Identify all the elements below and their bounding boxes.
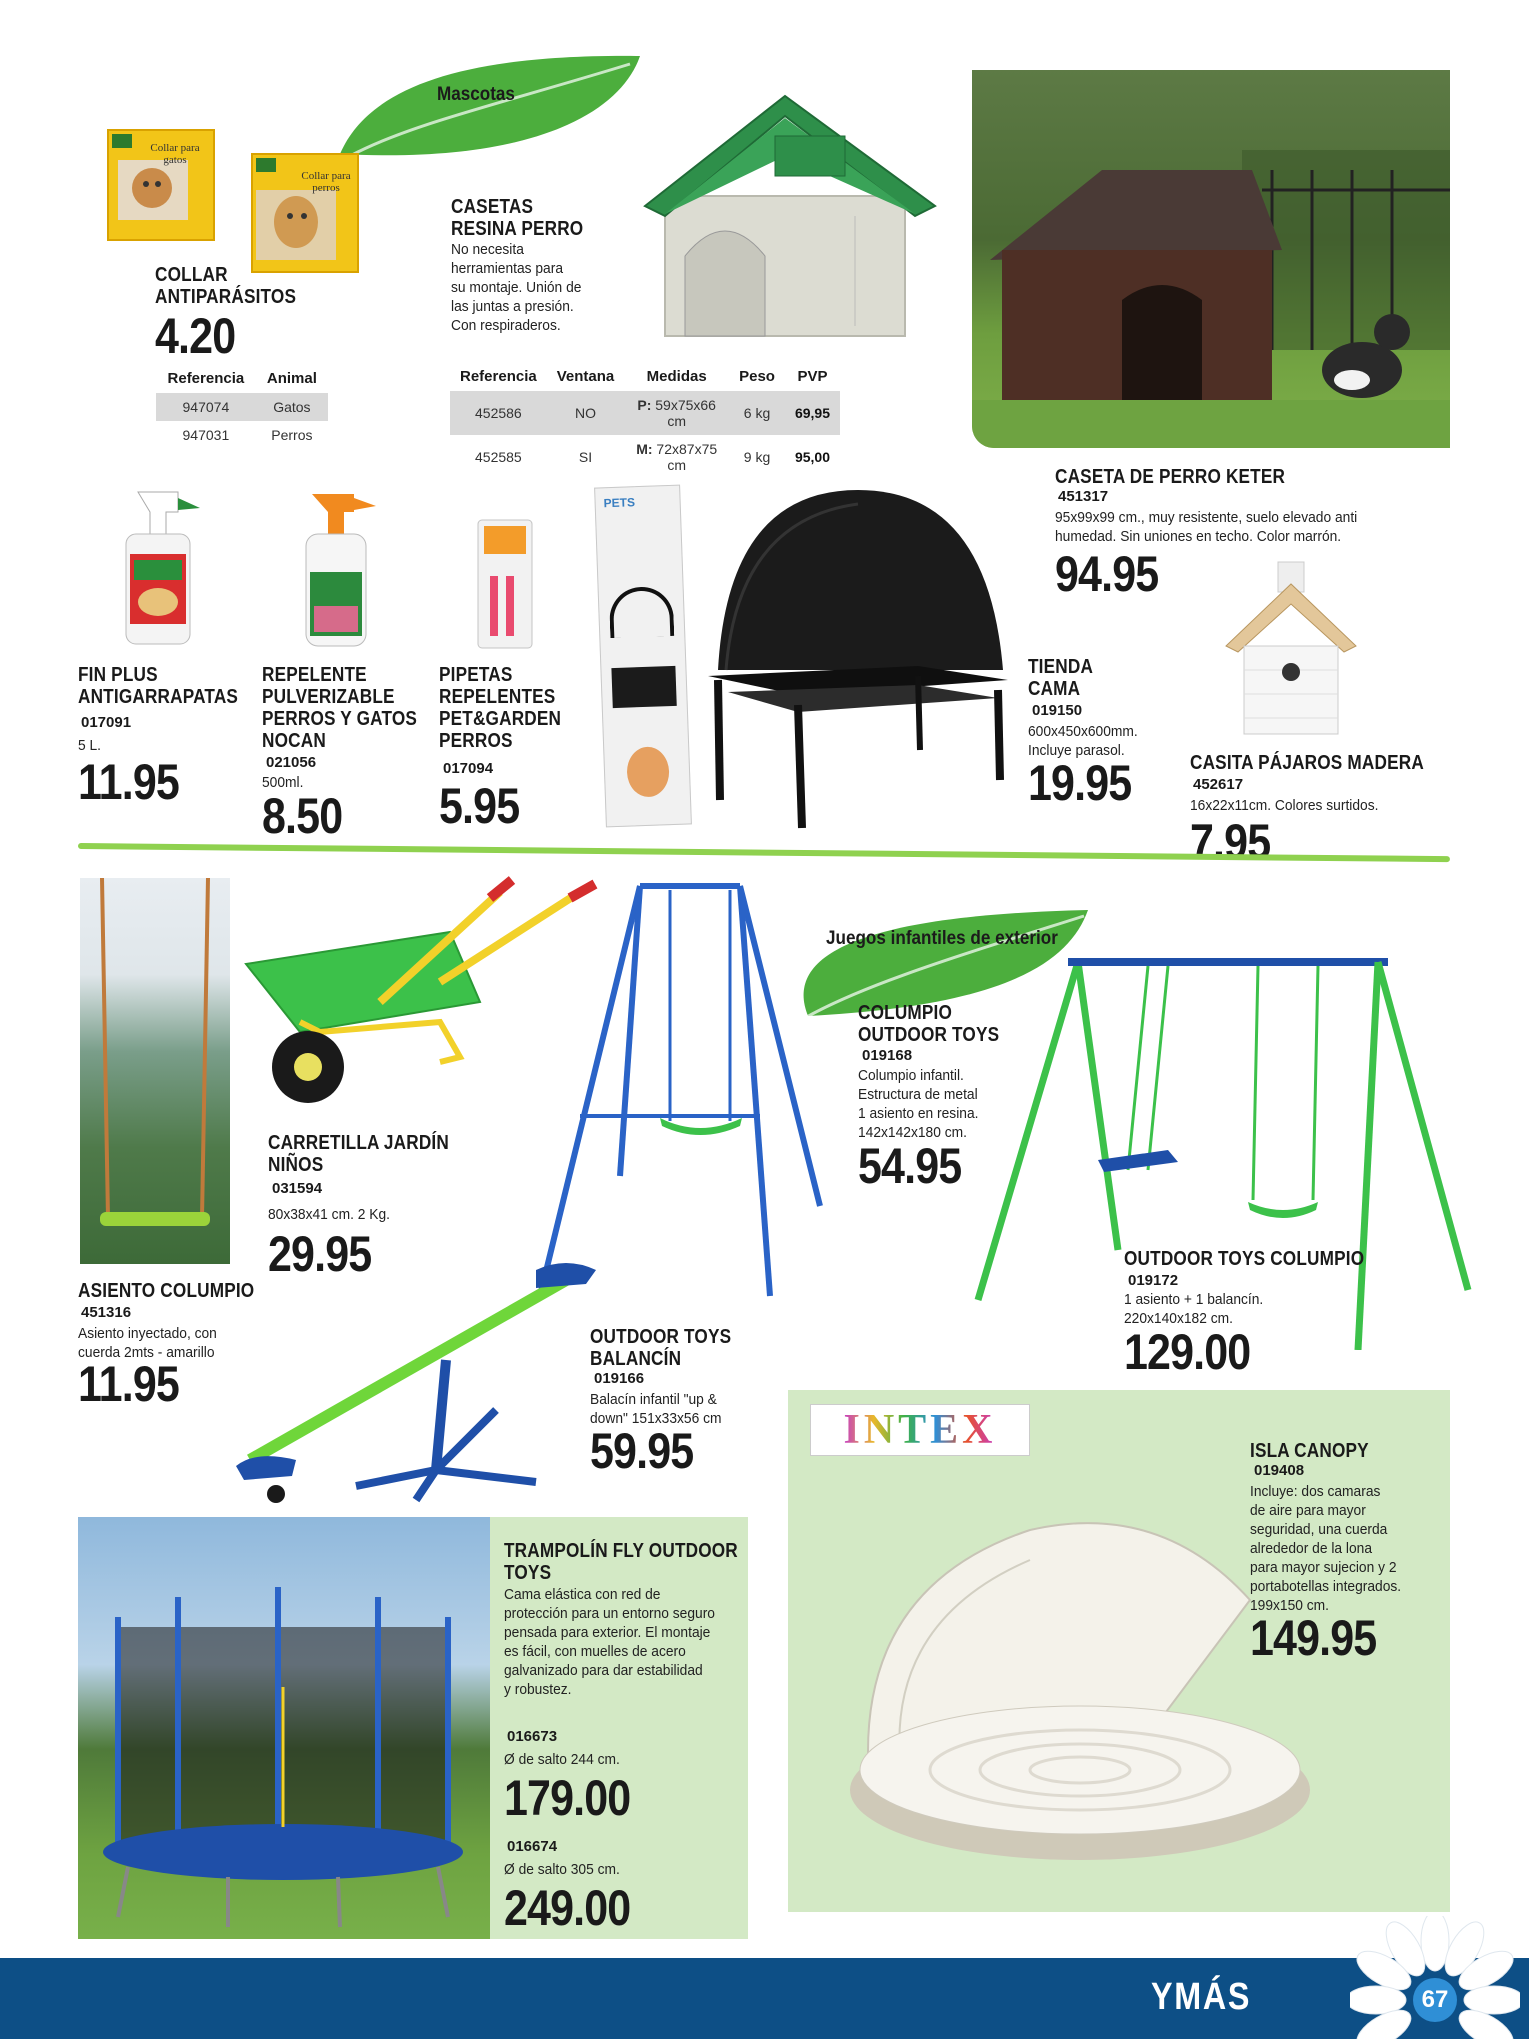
page-number: 67 [1413, 1978, 1457, 2022]
columpio1-description: Columpio infantil. Estructura de metal 1 asiento en resina. 142x142x180 cm. [858, 1067, 979, 1141]
asiento-columpio-photo [80, 878, 230, 1264]
pipetas-price: 5.95 [439, 778, 520, 834]
balancin-ref: 019166 [594, 1370, 645, 1387]
table-cell: 9 kg [743, 449, 771, 465]
columpio2-title: OUTDOOR TOYS COLUMPIO [1124, 1248, 1365, 1270]
repelente-title: REPELENTE PULVERIZABLE PERROS Y GATOS NOCAN [262, 664, 418, 752]
keter-description: 95x99x99 cm., muy resistente, suelo elevado anti humedad. Sin uniones en techo. Color marrón. [1055, 509, 1358, 545]
collar-cat-box-label: Collar para gatos [150, 142, 200, 166]
repelente-description: 500ml. [262, 774, 304, 791]
trampolin-title: TRAMPOLÍN FLY OUTDOOR TOYS [504, 1540, 738, 1584]
casetas-table [450, 362, 840, 479]
asiento-description: Asiento inyectado, con cuerda 2mts - amarillo [78, 1325, 217, 1361]
columpio1-price: 54.95 [858, 1138, 962, 1194]
asiento-price: 11.95 [78, 1356, 179, 1412]
repelente-ref: 021056 [266, 754, 317, 771]
table-cell: 452586 [450, 391, 547, 435]
isla-canopy-image [830, 1470, 1320, 1870]
isla-description: Incluye: dos camaras de aire para mayor seguridad, una cuerda alrededor de la lona para mayor sujecion y 2 portabotellas integrados. 199x150 cm. [1250, 1483, 1402, 1614]
collar-table-header: Animal [266, 370, 317, 387]
finplus-price: 11.95 [78, 754, 179, 810]
section-title-outdoor: Juegos infantiles de exterior [826, 928, 1058, 949]
asiento-ref: 451316 [81, 1304, 132, 1321]
repelente-price: 8.50 [262, 788, 343, 844]
table-cell: 6 kg [729, 391, 785, 435]
casetas-table-header: PVP [797, 368, 828, 385]
table-cell: 95,00 [794, 449, 830, 465]
casetas-table-header: Ventana [556, 368, 615, 385]
birdhouse-image [1216, 560, 1366, 740]
table-cell: M: 72x87x75 cm [636, 441, 718, 473]
table-cell: NO [547, 391, 625, 435]
tienda-ref: 019150 [1032, 702, 1083, 719]
casita-description: 16x22x11cm. Colores surtidos. [1190, 797, 1379, 814]
asiento-title: ASIENTO COLUMPIO [78, 1280, 255, 1302]
pipetas-pack-image [474, 516, 536, 652]
table-cell: 947031 [182, 427, 230, 443]
trampolin-price-1: 179.00 [504, 1770, 631, 1826]
casita-price: 7.95 [1190, 814, 1271, 870]
trampolin-ref-2: 016674 [507, 1838, 558, 1855]
collar-table-header: Referencia [167, 370, 245, 387]
table-row [450, 435, 840, 479]
trampolin-size-2: Ø de salto 305 cm. [504, 1861, 620, 1878]
tienda-box-brand: PETS [603, 495, 636, 511]
tienda-cama-image [698, 480, 1018, 840]
tienda-title: TIENDA CAMA [1028, 656, 1094, 700]
collar-price: 4.20 [155, 308, 236, 364]
keter-price: 94.95 [1055, 546, 1159, 602]
balancin-description: Balacín infantil "up & down" 151x33x56 cm [590, 1391, 722, 1427]
casetas-title: CASETAS RESINA PERRO [451, 196, 584, 240]
casetas-table-header: Referencia [460, 368, 537, 385]
table-cell: 452585 [475, 449, 522, 465]
table-cell: Perros [271, 427, 313, 443]
finplus-title: FIN PLUS ANTIGARRAPATAS [78, 664, 239, 708]
section-title-pets: Mascotas [437, 84, 515, 105]
intex-logo [810, 1404, 1030, 1456]
casita-ref: 452617 [1193, 776, 1244, 793]
pipetas-title: PIPETAS REPELENTES PET&GARDEN PERROS [439, 664, 562, 752]
table-row [450, 391, 840, 435]
columpio2-ref: 019172 [1128, 1272, 1179, 1289]
trampolin-description: Cama elástica con red de protección para un entorno seguro pensada para exterior. El montaje es fácil, con muelles de acero galvanizado para dar estabilidad y robustez. [504, 1586, 715, 1698]
balancin-price: 59.95 [590, 1423, 694, 1479]
trampolin-ref-1: 016673 [507, 1728, 558, 1745]
keter-title: CASETA DE PERRO KETER [1055, 466, 1286, 488]
columpio1-title: COLUMPIO OUTDOOR TOYS [858, 1002, 1000, 1046]
finplus-ref: 017091 [81, 714, 132, 731]
trampolin-photo [78, 1517, 490, 1939]
columpio2-description: 1 asiento + 1 balancín. 220x140x182 cm. [1124, 1291, 1264, 1327]
columpio2-price: 129.00 [1124, 1324, 1251, 1380]
table-cell: P: 59x75x66 cm [624, 391, 729, 435]
trampolin-size-1: Ø de salto 244 cm. [504, 1751, 620, 1768]
asiento-columpio-illustration [80, 878, 230, 1264]
isla-ref: 019408 [1254, 1462, 1305, 1479]
tienda-description: 600x450x600mm. Incluye parasol. [1028, 723, 1138, 759]
footer-brand: YMÁS [1151, 1976, 1252, 2018]
balancin-title: OUTDOOR TOYS BALANCÍN [590, 1326, 732, 1370]
casetas-description: No necesita herramientas para su montaje. Unión de las juntas a presión. Con respiraderos. [451, 241, 582, 334]
casita-title: CASITA PÁJAROS MADERA [1190, 752, 1424, 774]
table-cell: 947074 [156, 393, 256, 421]
intex-logo-text: INTEX [843, 1407, 997, 1453]
pipetas-ref: 017094 [443, 760, 494, 777]
tienda-price: 19.95 [1028, 755, 1132, 811]
trampolin-illustration [78, 1517, 490, 1939]
carretilla-title: CARRETILLA JARDÍN NIÑOS [268, 1132, 449, 1176]
keter-doghouse-photo [972, 70, 1450, 448]
carretilla-ref: 031594 [272, 1180, 323, 1197]
tienda-box-image [594, 485, 692, 828]
table-cell: Gatos [256, 393, 328, 421]
carretilla-description: 80x38x41 cm. 2 Kg. [268, 1206, 390, 1223]
table-cell: SI [578, 449, 593, 465]
table-row [156, 393, 328, 421]
keter-doghouse-illustration [972, 70, 1450, 448]
table-cell: 69,95 [785, 391, 840, 435]
finplus-description: 5 L. [78, 737, 102, 754]
page-footer [0, 1958, 1529, 2039]
casetas-table-header: Peso [739, 368, 775, 385]
collar-dog-box-label: Collar para perros [301, 170, 351, 194]
isla-price: 149.95 [1250, 1610, 1377, 1666]
casetas-table-header: Medidas [646, 368, 707, 385]
collar-table [156, 364, 328, 449]
resin-doghouse-image [625, 86, 955, 346]
collar-title: COLLAR ANTIPARÁSITOS [155, 264, 297, 308]
balancin-image [236, 1250, 596, 1510]
keter-ref: 451317 [1058, 488, 1109, 505]
finplus-spray-image [108, 484, 208, 649]
columpio1-ref: 019168 [862, 1047, 913, 1064]
isla-title: ISLA CANOPY [1250, 1440, 1369, 1462]
repelente-spray-image [292, 486, 382, 651]
trampolin-price-2: 249.00 [504, 1880, 631, 1936]
carretilla-price: 29.95 [268, 1226, 372, 1282]
table-row [156, 421, 328, 449]
